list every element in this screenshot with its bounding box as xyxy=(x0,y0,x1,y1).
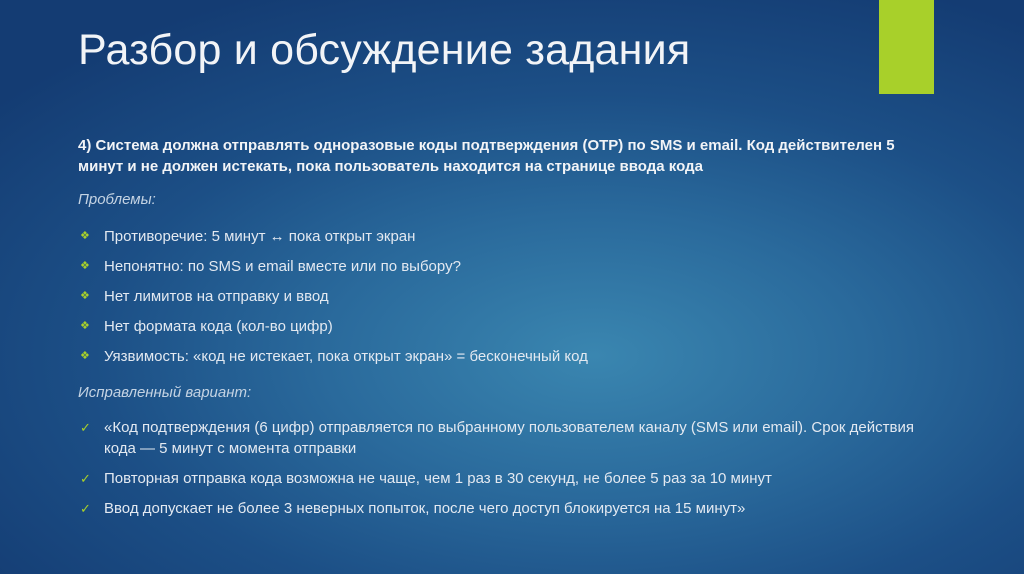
problems-list xyxy=(78,226,958,376)
accent-bar xyxy=(879,0,934,94)
diamond-bullet-icon: ❖ xyxy=(80,260,90,272)
fixes-list xyxy=(78,417,928,528)
diamond-bullet-icon: ❖ xyxy=(80,320,90,332)
diamond-bullet-icon: ❖ xyxy=(80,230,90,242)
list-item: ✓ Ввод допускает не более 3 неверных попыток, после чего доступ блокируется на 15 минут» xyxy=(80,500,746,517)
slide-title: Разбор и обсуждение задания xyxy=(78,26,691,74)
list-item: ❖ Непонятно: по SMS и email вместе или по выбору? xyxy=(80,258,461,275)
check-bullet-icon: ✓ xyxy=(80,501,91,516)
problems-heading: Проблемы: xyxy=(78,191,156,208)
diamond-bullet-icon: ❖ xyxy=(80,350,90,362)
check-bullet-icon: ✓ xyxy=(80,471,91,486)
list-item: ❖ Уязвимость: «код не истекает, пока открыт экран» = бесконечный код xyxy=(80,348,588,365)
task-statement: 4) Система должна отправлять одноразовые коды подтверждения (OTP) по SMS и email. Код действителен 5 минут и не должен истекать, пока пользователь находится на странице ввода кода xyxy=(78,137,895,175)
check-bullet-icon: ✓ xyxy=(80,420,91,435)
list-item: ❖ Нет формата кода (кол-во цифр) xyxy=(80,318,333,335)
list-item: ✓ Повторная отправка кода возможна не чаще, чем 1 раз в 30 секунд, не более 5 раз за 10 минут xyxy=(80,470,772,487)
list-item: ✓ «Код подтверждения (6 цифр) отправляется по выбранному пользователем каналу (SMS или email). Срок действия кода — 5 минут с момента отправки xyxy=(80,419,914,457)
fixed-heading: Исправленный вариант: xyxy=(78,384,252,401)
list-item: ❖ Противоречие: 5 минут ↔ пока открыт экран xyxy=(80,228,416,245)
list-item: ❖ Нет лимитов на отправку и ввод xyxy=(80,288,329,305)
diamond-bullet-icon: ❖ xyxy=(80,290,90,302)
